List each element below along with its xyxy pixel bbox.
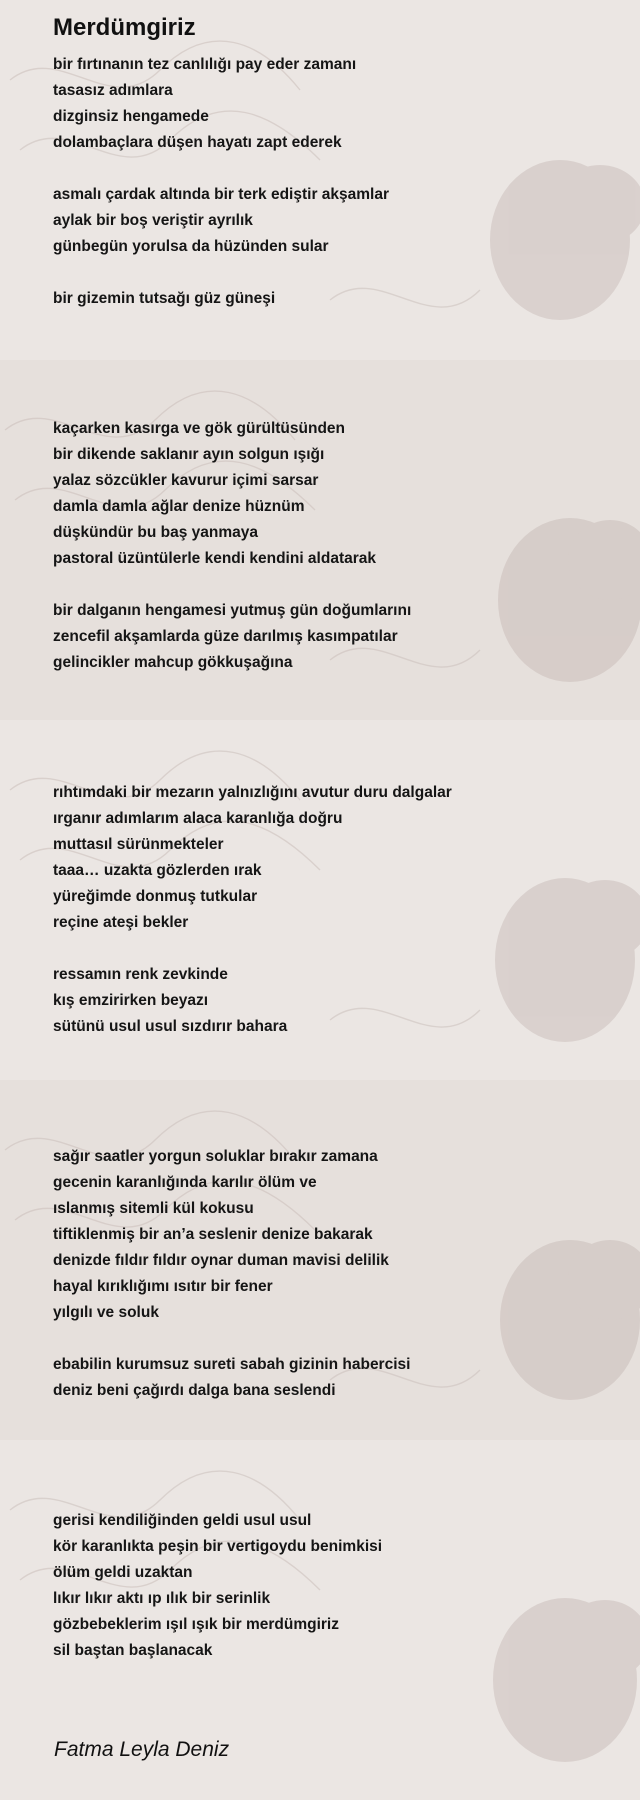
stanza [53, 598, 613, 676]
poem-line: denizde fıldır fıldır oynar duman mavisi delilik [53, 1252, 389, 1269]
poem-line: yılgılı ve soluk [53, 1304, 159, 1321]
poem-line: günbegün yorulsa da hüzünden sular [53, 238, 329, 255]
poem-line: asmalı çardak altında bir terk ediştir akşamlar [53, 186, 390, 203]
poem-line: sağır saatler yorgun soluklar bırakır zamana [53, 1148, 378, 1165]
poem-line: kış emzirirken beyazı [53, 992, 209, 1009]
poem-line: dolambaçlara düşen hayatı zapt ederek [53, 134, 342, 151]
poem-author: Fatma Leyla Deniz [54, 1738, 230, 1761]
poem-line: gözbebeklerim ışıl ışık bir merdümgiriz [53, 1616, 339, 1633]
stanza [53, 182, 613, 260]
stanza [53, 416, 613, 572]
poem-line: yalaz sözcükler kavurur içimi sarsar [53, 472, 319, 489]
stanza [53, 962, 613, 1040]
poem-line: düşkündür bu baş yanmaya [53, 524, 258, 541]
stanza [53, 780, 613, 936]
stanza [53, 1352, 613, 1404]
stanza [53, 1144, 613, 1326]
poem-line: damla damla ağlar denize hüznüm [53, 498, 305, 515]
poem-line: bir gizemin tutsağı güz güneşi [53, 290, 276, 307]
poem-title: Merdümgiriz [53, 14, 196, 41]
poem-line: sil baştan başlanacak [53, 1642, 213, 1659]
stanza [53, 1508, 613, 1664]
poem-line: gecenin karanlığında karılır ölüm ve [53, 1174, 317, 1191]
poem-line: reçine ateşi bekler [53, 914, 189, 931]
poem-line: bir fırtınanın tez canlılığı pay eder zamanı [53, 56, 357, 73]
poem-line: ırganır adımlarım alaca karanlığa doğru [53, 810, 343, 827]
poem-line: hayal kırıklığımı ısıtır bir fener [53, 1278, 273, 1295]
poem-line: sütünü usul usul sızdırır bahara [53, 1018, 288, 1035]
poem-line: ıslanmış sitemli kül kokusu [53, 1200, 254, 1217]
poem-line: ebabilin kurumsuz sureti sabah gizinin habercisi [53, 1356, 411, 1373]
poem-line: rıhtımdaki bir mezarın yalnızlığını avutur duru dalgalar [53, 784, 452, 801]
poem-body [53, 52, 613, 1664]
poem-line: kör karanlıkta peşin bir vertigoydu benimkisi [53, 1538, 383, 1555]
poem-line: muttasıl sürünmekteler [53, 836, 224, 853]
poem-line: yüreğimde donmuş tutkular [53, 888, 258, 905]
poem-line: lıkır lıkır aktı ıp ılık bir serinlik [53, 1590, 271, 1607]
poem-line: aylak bir boş veriştir ayrılık [53, 212, 253, 229]
poem-line: ölüm geldi uzaktan [53, 1564, 193, 1581]
poem-line: deniz beni çağırdı dalga bana seslendi [53, 1382, 336, 1399]
stanza [53, 52, 613, 156]
poem-line: gelincikler mahcup gökkuşağına [53, 654, 293, 671]
poem-line: tiftiklenmiş bir an’a seslenir denize bakarak [53, 1226, 373, 1243]
poem-line: gerisi kendiliğinden geldi usul usul [53, 1512, 312, 1529]
poem-line: zencefil akşamlarda güze darılmış kasımpatılar [53, 628, 398, 645]
stanza [53, 286, 613, 312]
poem-line: pastoral üzüntülerle kendi kendini aldatarak [53, 550, 377, 567]
poem-container [53, 8, 613, 1690]
poem-line: tasasız adımlara [53, 82, 173, 99]
poem-line: bir dalganın hengamesi yutmuş gün doğumlarını [53, 602, 412, 619]
poem-line: bir dikende saklanır ayın solgun ışığı [53, 446, 325, 463]
poem-line: ressamın renk zevkinde [53, 966, 228, 983]
poem-line: taaa… uzakta gözlerden ırak [53, 862, 262, 879]
poem-line: kaçarken kasırga ve gök gürültüsünden [53, 420, 346, 437]
poem-line: dizginsiz hengamede [53, 108, 209, 125]
